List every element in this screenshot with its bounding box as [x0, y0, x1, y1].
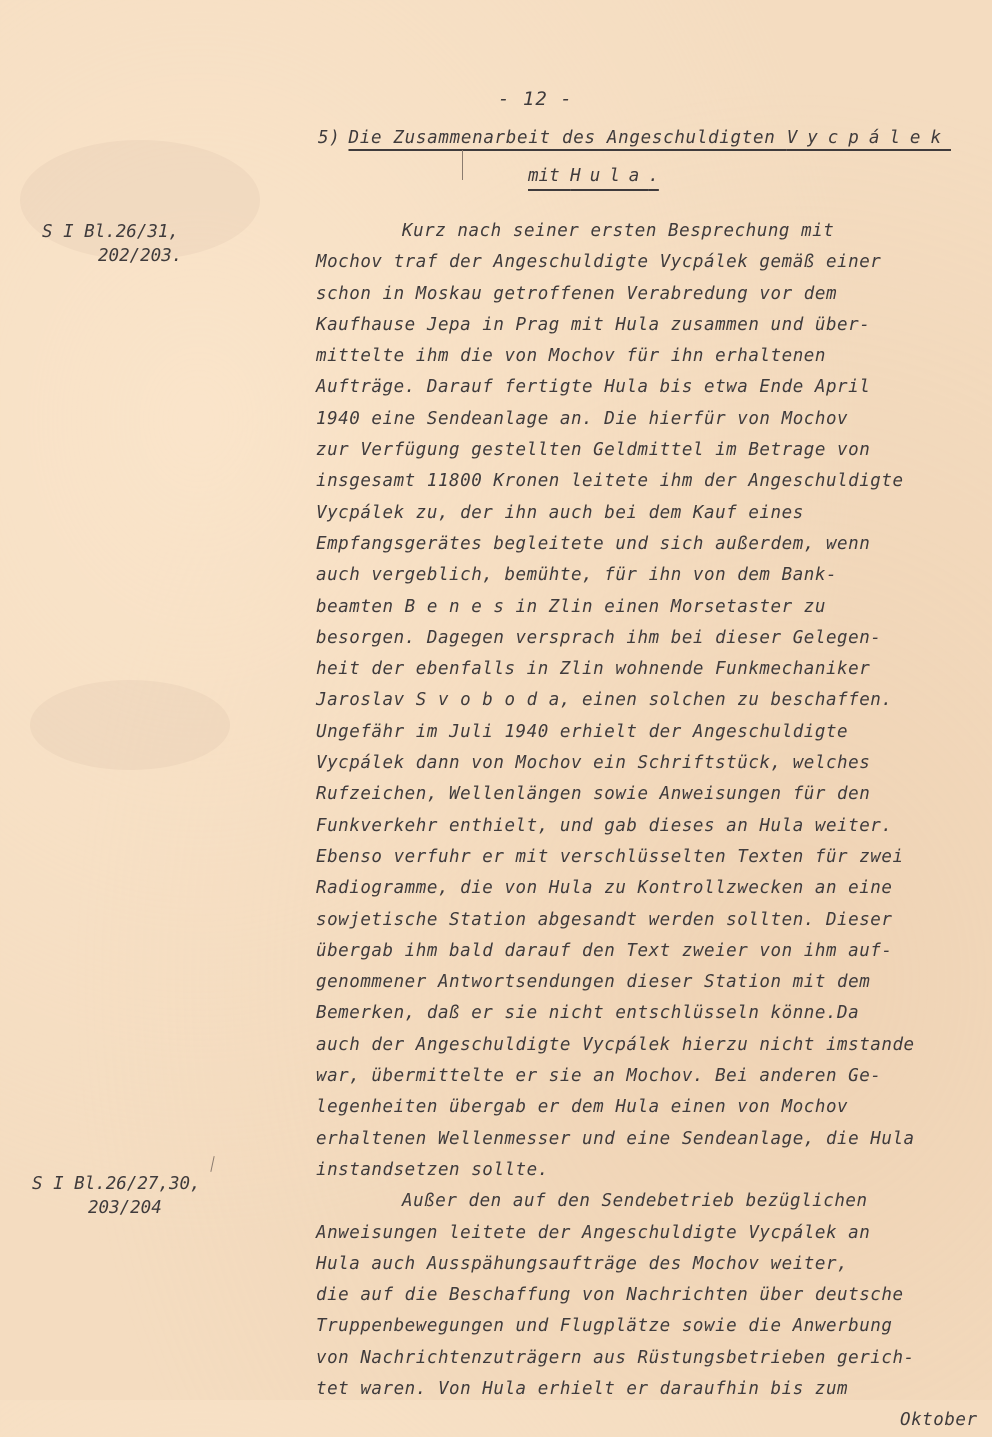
- section-heading-continued: [528, 166, 659, 186]
- text-line: Außer den auf den Sendebetrieb bezüglichen: [402, 1191, 868, 1212]
- text-line: Mochov traf der Angeschuldigte Vycpálek gemäß einer: [316, 252, 882, 273]
- text-line: Ungefähr im Juli 1940 erhielt der Angeschuldigte: [316, 721, 849, 742]
- margin-reference: [32, 1172, 201, 1220]
- text-line: Hula auch Ausspähungsaufträge des Mochov weiter,: [316, 1253, 849, 1274]
- section-title-text: Die Zusammenarbeit des Angeschuldigten: [348, 128, 787, 148]
- heading-name: Hula: [570, 166, 649, 186]
- pencil-mark: [210, 1156, 214, 1172]
- margin-reference-line: 202/203.: [98, 246, 183, 266]
- paper-stain: [30, 680, 230, 770]
- text-line: Truppenbewegungen und Flugplätze sowie die Anwerbung: [316, 1316, 893, 1337]
- text-line: von Nachrichtenzuträgern aus Rüstungsbetrieben gerich-: [316, 1347, 915, 1368]
- section-heading: [318, 128, 951, 148]
- text-line: Empfangsgerätes begleitete und sich außerdem, wenn: [316, 533, 871, 554]
- text-line: Kurz nach seiner ersten Besprechung mit: [402, 221, 835, 241]
- section-number: 5): [318, 128, 341, 148]
- text-line: auch der Angeschuldigte Vycpálek hierzu nicht imstande: [316, 1034, 915, 1055]
- text-line: war, übermittelte er sie an Mochov. Bei anderen Ge-: [316, 1066, 882, 1087]
- text-line: tet waren. Von Hula erhielt er daraufhin bis zum: [316, 1378, 849, 1399]
- text-line: genommener Antwortsendungen dieser Station mit dem: [316, 972, 871, 993]
- margin-reference-line: 203/204: [88, 1198, 162, 1218]
- text-line: Vycpálek zu, der ihn auch bei dem Kauf eines: [316, 502, 804, 523]
- text-line: legenheiten übergab er dem Hula einen von Mochov: [316, 1097, 849, 1118]
- heading-prefix: mit: [528, 166, 571, 186]
- text-line: Aufträge. Darauf fertigte Hula bis etwa Ende April: [316, 377, 871, 398]
- text-line: schon in Moskau getroffenen Verabredung vor dem: [316, 283, 838, 304]
- text-line: heit der ebenfalls in Zlin wohnende Funkmechaniker: [316, 659, 871, 680]
- text-line: erhaltenen Wellenmesser und eine Sendeanlage, die Hula: [316, 1128, 915, 1149]
- text-line: Jaroslav S v o b o d a, einen solchen zu beschaffen.: [316, 690, 893, 711]
- text-line: Funkverkehr enthielt, und gab dieses an Hula weiter.: [316, 815, 893, 836]
- page-number: - 12 -: [498, 88, 573, 110]
- text-line: Oktober: [900, 1410, 978, 1431]
- text-line: Vycpálek dann von Mochov ein Schriftstück, welches: [316, 753, 871, 774]
- body-text: [316, 216, 988, 1429]
- text-line: Anweisungen leitete der Angeschuldigte Vycpálek an: [316, 1222, 871, 1243]
- text-line: Rufzeichen, Wellenlängen sowie Anweisungen für den: [316, 784, 871, 805]
- margin-reference-line: S I Bl.26/27,30,: [32, 1174, 201, 1194]
- section-title-name: Vycpálek: [786, 128, 951, 148]
- text-line: Radiogramme, die von Hula zu Kontrollzwecken an eine: [316, 878, 893, 899]
- heading-suffix: .: [648, 166, 659, 186]
- text-line: mittelte ihm die von Mochov für ihn erhaltenen: [316, 346, 826, 367]
- text-line: Kaufhause Jepa in Prag mit Hula zusammen und über-: [316, 314, 871, 335]
- text-line: Ebenso verfuhr er mit verschlüsselten Texten für zwei: [316, 846, 904, 867]
- text-line: auch vergeblich, bemühte, für ihn von dem Bank-: [316, 565, 838, 586]
- text-line: besorgen. Dagegen versprach ihm bei dieser Gelegen-: [316, 627, 882, 648]
- text-line: sowjetische Station abgesandt werden sollten. Dieser: [316, 909, 893, 930]
- margin-reference-line: S I Bl.26/31,: [42, 222, 179, 242]
- margin-reference: [42, 220, 182, 268]
- text-line: instandsetzen sollte.: [316, 1159, 549, 1180]
- text-line: insgesamt 11800 Kronen leitete ihm der Angeschuldigte: [316, 471, 904, 492]
- text-line: die auf die Beschaffung von Nachrichten über deutsche: [316, 1285, 904, 1306]
- text-line: beamten B e n e s in Zlin einen Morsetaster zu: [316, 596, 826, 617]
- text-line: 1940 eine Sendeanlage an. Die hierfür von Mochov: [316, 408, 849, 429]
- text-line: zur Verfügung gestellten Geldmittel im Betrage von: [316, 440, 871, 461]
- text-line: übergab ihm bald darauf den Text zweier von ihm auf-: [316, 940, 893, 961]
- pencil-mark: [462, 150, 463, 180]
- text-line: Bemerken, daß er sie nicht entschlüsseln könne.Da: [316, 1003, 860, 1024]
